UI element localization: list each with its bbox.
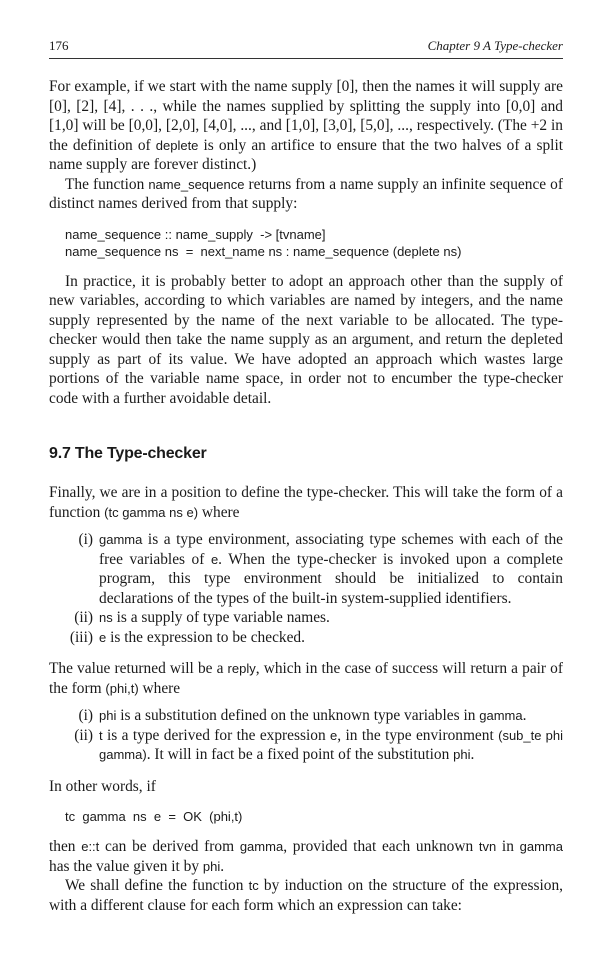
list-item: (i) gamma is a type environment, associating type schemes with each of the free variables of e. When the type-checker is invoked upon a complete program, this type environment should be initialized to contain declarations of the types of the built-in system-supplied identifiers.	[78, 531, 564, 607]
code-term: name_sequence	[148, 176, 245, 192]
paragraph-in-practice: In practice, it is probably better to adopt an approach other than the supply of new variables, according to which variables are named by integers, and the name supply represented by the name of the next variable to be allocated. The type-checker would then take the name supply as an argument, and return the depleted supply as part of its value. We have adopted an approach which wastes large portions of the variable name space, in order not to encumber the type-checker code with a further avoidable detail.	[49, 272, 563, 407]
page-number: 176	[49, 38, 69, 53]
book-page	[49, 38, 563, 915]
code-term: (phi,t)	[105, 680, 139, 696]
code-line: name_sequence ns = next_name ns : name_sequence (deplete ns)	[65, 243, 462, 259]
parameter-list	[49, 530, 563, 647]
list-item: (ii) t is a type derived for the expression e, in the type environment (sub_te phi gamma). It will in fact be a fixed point of the substitution phi.	[74, 726, 563, 763]
section-heading: 9.7 The Type-checker	[49, 445, 207, 462]
paragraph-in-other-words: In other words, if	[49, 777, 156, 795]
result-list	[49, 706, 563, 765]
code-term: deplete	[155, 137, 199, 153]
list-item: (i) phi is a substitution defined on the unknown type variables in gamma.	[78, 707, 527, 724]
paragraph-derivation: then e::t can be derived from gamma, provided that each unknown tvn in gamma has the value given it by phi.	[49, 838, 563, 875]
running-header	[49, 38, 563, 59]
list-item: (ii) ns is a supply of type variable names.	[74, 609, 330, 626]
code-line: name_sequence :: name_supply -> [tvname]	[65, 226, 326, 242]
paragraph-value-returned: The value returned will be a reply, which in the case of success will return a pair of the form (phi,t) where	[49, 660, 563, 697]
code-block-name-sequence	[65, 226, 563, 260]
code-block-tc	[65, 808, 563, 825]
code-term: reply	[227, 661, 256, 676]
code-line: tc gamma ns e = OK (phi,t)	[65, 809, 243, 824]
paragraph-finally: Finally, we are in a position to define the type-checker. This will take the form of a function (tc gamma ns e) where	[49, 484, 563, 521]
code-term: (tc gamma ns e)	[104, 504, 199, 520]
paragraph-name-supply-example: For example, if we start with the name supply [0], then the names it will supply are [0], [2], [4], . . ., while the names supplied by splitting the supply into [0,0] and [1,0] will be [0,0], [2,0], [4,0], ..., and [1,0], [3,0], [5,0], ..., respectively. (The +2 in the definition of deplete is only an artifice to ensure that the two halves of a split name supply are forever distinct.)	[49, 78, 563, 173]
paragraph-name-sequence: The function name_sequence returns from a name supply an infinite sequence of distinct names derived from that supply:	[49, 175, 563, 212]
list-item: (iii) e is the expression to be checked.	[69, 628, 305, 646]
paragraph-induction: We shall define the function tc by induction on the structure of the expression, with a different clause for each form which an expression can take:	[49, 877, 564, 914]
code-term: tc	[248, 878, 259, 893]
chapter-title: Chapter 9 A Type-checker	[427, 38, 563, 53]
